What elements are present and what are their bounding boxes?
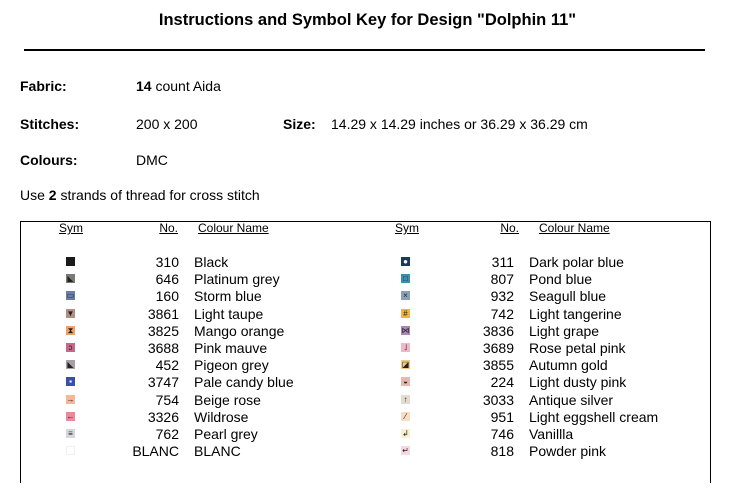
header-no-left: No.: [159, 221, 178, 235]
header-no-right: No.: [500, 221, 519, 235]
colour-name: Pink mauve: [194, 340, 268, 356]
colour-name: Pearl grey: [194, 426, 258, 442]
dmc-number: BLANC: [132, 443, 179, 460]
stitches-label: Stitches:: [20, 116, 80, 132]
dmc-number: 310: [155, 254, 179, 270]
strands-pre: Use: [20, 187, 45, 203]
header-name-right: Colour Name: [539, 221, 610, 235]
colour-name: Seagull blue: [529, 288, 607, 305]
strands-post: strands of thread for cross stitch: [60, 187, 260, 203]
symbol-swatch-icon: ▼: [66, 308, 75, 318]
colour-name: Light dusty pink: [529, 374, 627, 391]
symbol-swatch-icon: ◒: [401, 377, 410, 386]
colour-name: Light taupe: [194, 305, 264, 322]
dmc-number: 951: [490, 408, 514, 425]
symbol-swatch-icon: ↑: [401, 395, 410, 404]
symbol-swatch-icon: ⋈: [401, 325, 410, 335]
dmc-number: 932: [490, 288, 514, 305]
symbol-swatch-icon: [66, 257, 75, 266]
colour-name: Antique silver: [529, 391, 614, 408]
colour-name: BLANC: [194, 443, 241, 460]
fabric-count: 14: [136, 78, 152, 94]
dmc-number: 762: [155, 426, 179, 442]
dmc-number: 224: [490, 374, 514, 391]
fabric-value: [136, 78, 221, 94]
header-name-left: Colour Name: [198, 221, 269, 235]
colour-name: Pale candy blue: [194, 374, 294, 391]
dmc-number: 818: [490, 443, 514, 460]
symbol-swatch-icon: □: [401, 274, 410, 283]
dmc-number: 3747: [147, 374, 179, 391]
strands-instruction: [20, 187, 260, 203]
dmc-number: 754: [155, 391, 179, 408]
colour-name: Light grape: [529, 322, 600, 339]
symbol-swatch-icon: ←: [66, 411, 75, 421]
symbol-swatch-icon: ◪: [401, 360, 410, 370]
dmc-number: 746: [490, 426, 514, 442]
symbol-swatch-icon: ˩: [401, 343, 410, 352]
dmc-number: 3326: [147, 408, 179, 425]
fabric-type: count Aida: [155, 78, 221, 94]
symbol-swatch-icon: ▪: [66, 377, 75, 386]
dmc-number: 452: [155, 357, 179, 374]
dmc-number: 742: [490, 305, 514, 322]
symbol-swatch-icon: ↵: [402, 446, 409, 456]
dmc-number: 807: [490, 271, 514, 288]
colour-name: Light tangerine: [529, 305, 622, 322]
colour-name: Storm blue: [194, 288, 262, 305]
dmc-number: 3825: [147, 322, 179, 339]
symbol-swatch-icon: [66, 446, 75, 455]
dmc-number: 3855: [482, 357, 514, 374]
symbol-swatch-icon: ≡: [66, 429, 75, 438]
symbol-swatch-icon: ◣: [67, 360, 74, 370]
colour-name: Powder pink: [529, 443, 607, 460]
size-label: Size:: [283, 116, 316, 132]
symbol-swatch-icon: ↄ: [66, 343, 75, 352]
header-sym-left: Sym: [59, 221, 83, 235]
colours-value: DMC: [136, 152, 168, 168]
colour-name: Light eggshell cream: [529, 408, 659, 425]
stitches-value: 200 x 200: [136, 116, 198, 132]
colour-name: Mango orange: [194, 322, 285, 339]
colour-name: Autumn gold: [529, 357, 608, 374]
symbol-swatch-icon: #: [401, 309, 410, 318]
dmc-number: 3688: [147, 340, 179, 356]
symbol-swatch-icon: ⁄: [401, 412, 410, 421]
dmc-number: 311: [491, 254, 514, 270]
colour-name: Beige rose: [194, 391, 261, 408]
colours-label: Colours:: [20, 152, 78, 168]
dmc-number: 3836: [482, 322, 514, 339]
dmc-number: 3861: [147, 305, 179, 322]
colour-name: Black: [194, 254, 229, 270]
dmc-number: 160: [155, 288, 179, 305]
symbol-swatch-icon: ⧗: [67, 325, 74, 335]
colour-name: Wildrose: [194, 408, 249, 425]
header-sym-right: Sym: [395, 221, 419, 235]
page-title: Instructions and Symbol Key for Design "Dolphin 11": [158, 11, 577, 29]
fabric-label: Fabric:: [20, 78, 67, 94]
colour-name: Dark polar blue: [529, 254, 624, 270]
symbol-swatch-icon: ◣: [67, 274, 74, 284]
title-divider: [24, 49, 705, 51]
symbol-swatch-icon: ●: [401, 257, 410, 266]
colour-name: Pond blue: [529, 271, 593, 288]
strands-count: 2: [48, 187, 57, 203]
symbol-swatch-icon: ×: [401, 291, 410, 300]
symbol-swatch-icon: →: [66, 394, 75, 404]
size-value: 14.29 x 14.29 inches or 36.29 x 36.29 cm: [331, 116, 588, 132]
colour-name: Vanillla: [529, 426, 574, 442]
dmc-number: 3033: [482, 391, 514, 408]
symbol-swatch-icon: ▭: [66, 291, 75, 301]
colour-name: Platinum grey: [194, 271, 280, 288]
dmc-number: 3689: [482, 340, 514, 356]
colour-name: Rose petal pink: [529, 340, 626, 356]
colour-name: Pigeon grey: [194, 357, 269, 374]
dmc-number: 646: [155, 271, 179, 288]
symbol-swatch-icon: ↲: [402, 429, 409, 438]
